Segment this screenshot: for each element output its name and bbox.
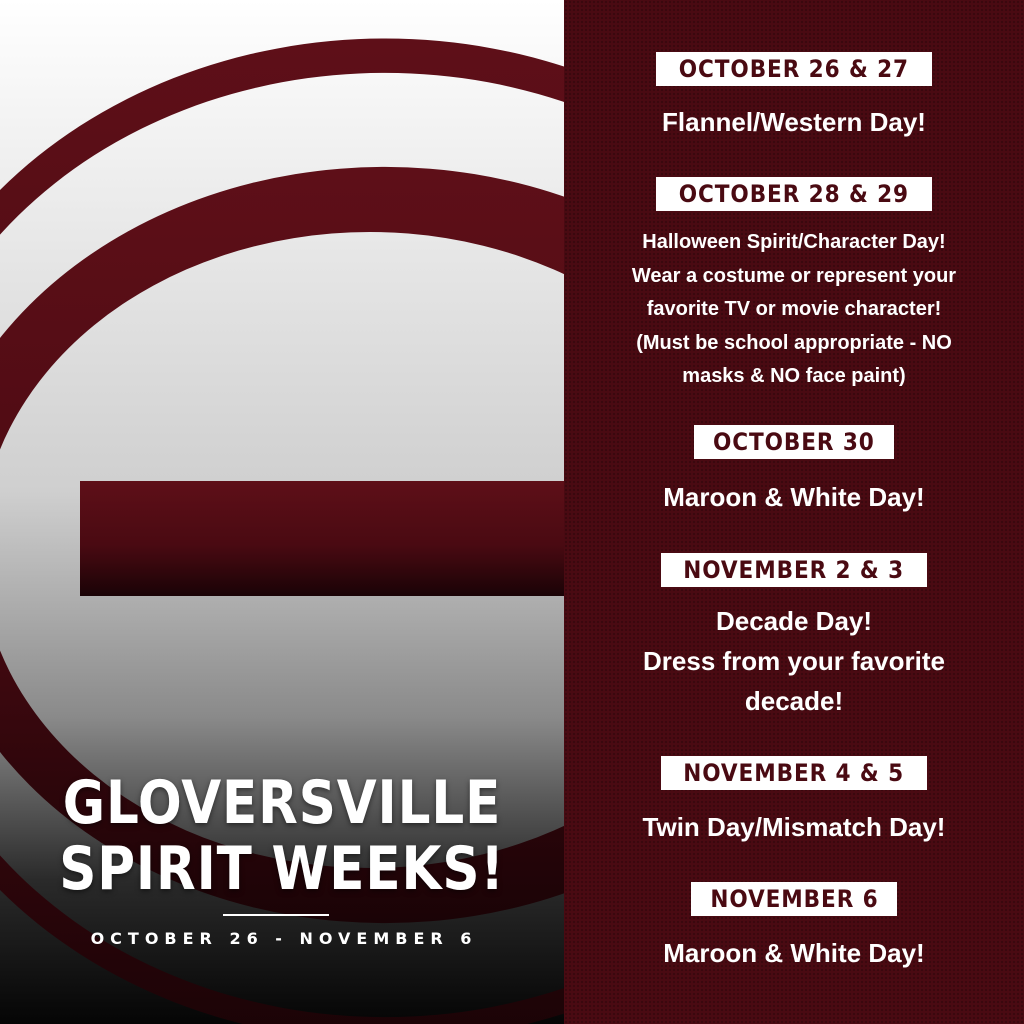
event-description: Twin Day/Mismatch Day!	[642, 812, 946, 842]
date-label: NOVEMBER 2 & 3	[661, 553, 926, 587]
event-oct-26-27	[564, 52, 1024, 142]
title-divider	[223, 914, 329, 916]
event-description: Maroon & White Day!	[663, 482, 925, 512]
event-nov-2-3	[564, 553, 1024, 721]
title-block	[0, 770, 564, 948]
title-line-2: SPIRIT WEEKS!	[59, 834, 505, 904]
date-label: NOVEMBER 4 & 5	[661, 756, 926, 790]
date-label: OCTOBER 26 & 27	[656, 52, 932, 86]
event-oct-30	[564, 425, 1024, 517]
event-description: Decade Day!	[715, 606, 873, 636]
event-nov-6	[564, 882, 1024, 973]
date-range-subtitle: OCTOBER 26 - NOVEMBER 6	[90, 929, 478, 948]
event-nov-4-5	[564, 756, 1024, 847]
event-description: decade!	[744, 686, 844, 716]
event-description: (Must be school appropriate - NO	[636, 331, 952, 354]
event-description: favorite TV or movie character!	[646, 298, 942, 320]
title-line-1: GLOVERSVILLE	[62, 768, 502, 838]
event-description: Wear a costume or represent your	[631, 264, 957, 287]
date-label: OCTOBER 28 & 29	[656, 177, 932, 211]
event-description: Flannel/Western Day!	[662, 107, 926, 137]
schedule-panel	[564, 0, 1024, 1024]
date-label: OCTOBER 30	[694, 425, 894, 459]
event-description: Halloween Spirit/Character Day!	[642, 231, 946, 253]
event-oct-28-29	[564, 177, 1024, 394]
event-description: Maroon & White Day!	[663, 938, 925, 968]
event-description: masks & NO face paint)	[682, 365, 906, 387]
date-label: NOVEMBER 6	[691, 882, 898, 916]
event-description: Dress from your favorite	[643, 646, 945, 676]
